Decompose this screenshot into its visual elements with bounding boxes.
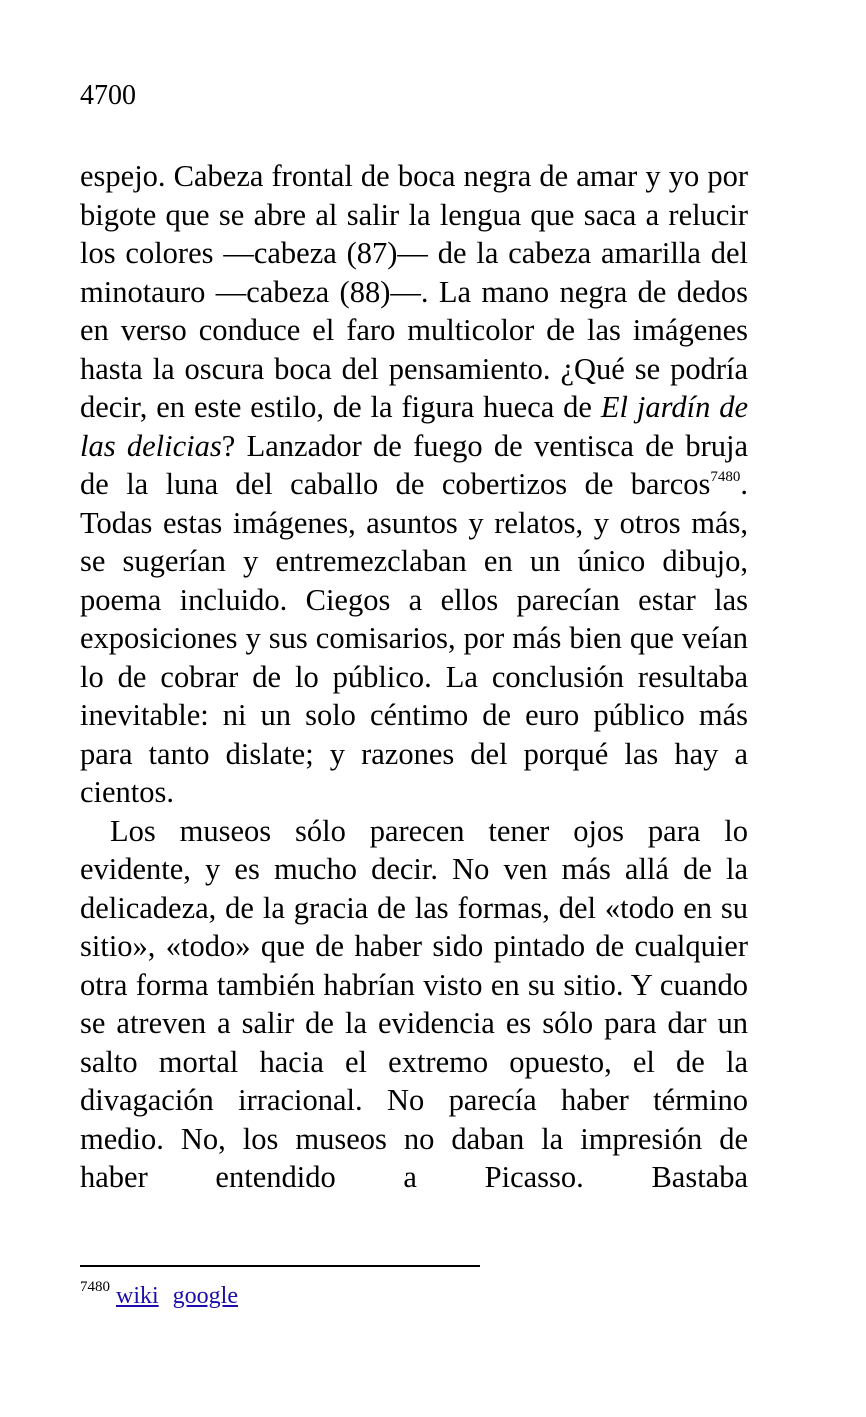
paragraph-1-text-a: espejo. Cabeza frontal de boca negra de amar y yo por bigote que se abre al salir la lengua que saca a relucir los colores —cabeza (87)— de la cabeza amarilla del minotauro —cabeza (88)—. La mano negra de dedos en verso conduce el faro multicolor de las imágenes hasta la oscura boca del pensamiento. ¿Qué se podría decir, en este estilo, de la figura hueca de (80, 159, 748, 424)
page-number: 4700 (80, 80, 136, 111)
wiki-link[interactable]: wiki (116, 1283, 159, 1309)
artwork-title: El jardín de las delicias (80, 390, 748, 463)
paragraph-1-text-b: ? Lanzador de fuego de ventisca de bruja de la luna del caballo de cobertizos de barcos (80, 428, 748, 501)
footnote-number: 7480 (80, 1279, 110, 1295)
paragraph-1 (80, 157, 748, 812)
google-link[interactable]: google (172, 1283, 238, 1309)
paragraph-2: Los museos sólo parecen tener ojos para lo evidente, y es mucho decir. No ven más allá de la delicadeza, de la gracia de las formas, del «todo en su sitio», «todo» que de haber sido pintado de cualquier otra forma también habrían visto en su sitio. Y cuando se atreven a salir de la evidencia es sólo para dar un salto mortal hacia el extremo opuesto, el de la divagación irracional. No parecía haber término medio. No, los museos no daban la impresión de haber entendido a Picasso. Bastaba (80, 813, 748, 1194)
footnote-reference: 7480 (710, 468, 741, 485)
paragraph-1-text-c: . Todas estas imágenes, asuntos y relatos, y otros más, se sugerían y entremezclaban en un único dibujo, poema incluido. Ciegos a ellos parecían estar las exposiciones y sus comisarios, por más bien que veían lo de cobrar de lo público. La conclusión resultaba inevitable: ni un solo céntimo de euro público más para tanto dislate; y razones del porqué las hay a cientos. (80, 467, 748, 809)
footnote (80, 1280, 238, 1315)
main-text (80, 157, 748, 1197)
footnote-divider (80, 1265, 480, 1267)
